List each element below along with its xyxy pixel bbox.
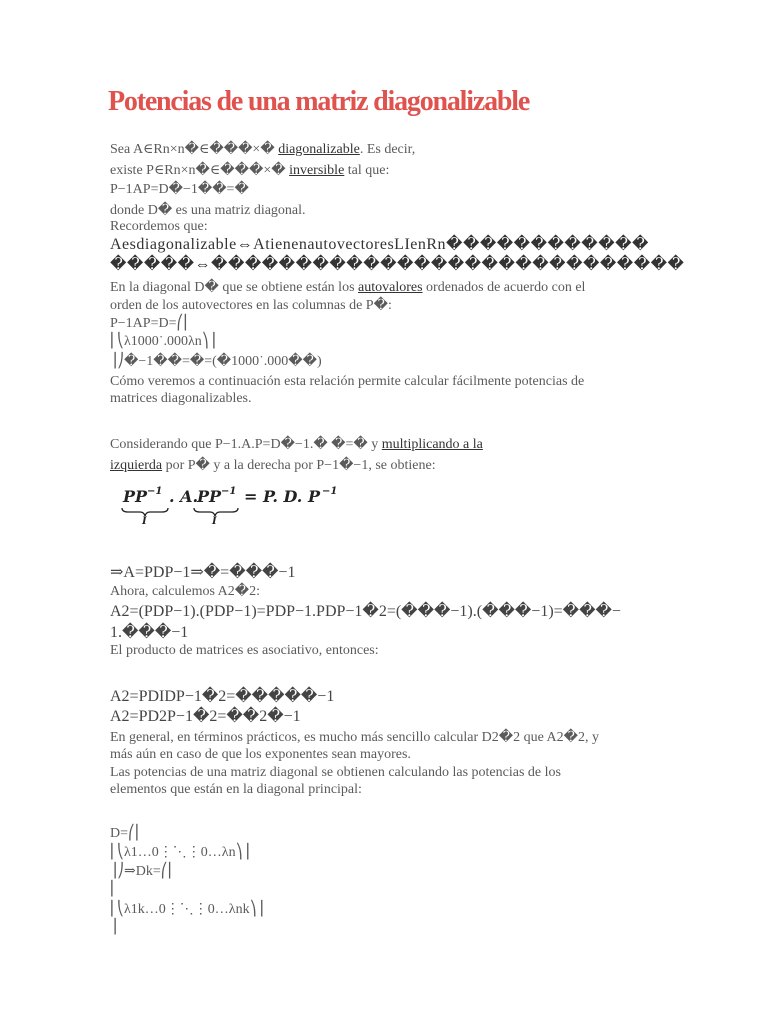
formula-image	[118, 480, 348, 530]
link-izquierda[interactable]: izquierda	[110, 458, 163, 473]
text-line: 1.���−1	[110, 624, 189, 641]
text-line: A2=PD2P−1�2=��2�−1	[110, 708, 301, 725]
text-line: P−1AP=D=⎛⎜	[110, 316, 191, 331]
text-line: ⎜⎝λ1k…0⋮⋱⋮0…λnk⎞⎟	[110, 902, 264, 917]
text-line: matrices diagonalizables.	[110, 391, 252, 406]
text-line: Aesdiagonalizable⇔AtienenautovectoresLIenRn������������	[110, 236, 649, 253]
text-line: ⎜⎝λ1000˙.000λn⎞⎟	[110, 334, 216, 349]
underbrace-1	[122, 508, 168, 516]
text-line: ⎟	[110, 920, 117, 935]
link-multiplicando[interactable]: multiplicando a la	[381, 437, 483, 452]
formula-dot-a: . A.	[169, 487, 199, 506]
text-line	[110, 280, 585, 296]
formula-sup-a: −1	[147, 486, 163, 497]
text-line: ⎟⎠�−1��=�=(�1000˙.000��)	[110, 354, 322, 369]
formula-sup-c: −1	[322, 486, 338, 497]
text-span: existe P∈Rn×n�∈���×�	[110, 163, 290, 178]
text-line	[110, 437, 483, 453]
text-span: Sea A∈Rn×n�∈���×�	[110, 142, 279, 157]
text-span: por P� y a la derecha por P−1�−1, se obtiene:	[162, 458, 436, 473]
text-line: Cómo veremos a continuación esta relación permite calcular fácilmente potencias de	[110, 374, 585, 389]
text-line	[110, 458, 436, 474]
text-line: En general, en términos prácticos, es mucho más sencillo calcular D2�2 que A2�2, y	[110, 730, 600, 745]
text-span: En la diagonal D� que se obtiene están los	[110, 280, 359, 295]
underbrace-2	[194, 508, 238, 516]
text-line: A2=(PDP−1).(PDP−1)=PDP−1.PDP−1�2=(���−1).(���−1)=���−	[110, 603, 621, 620]
text-line: ⎜	[110, 882, 117, 897]
formula-lhs-b: PP	[197, 487, 222, 506]
formula-lhs-a: PP	[123, 487, 148, 506]
link-diagonalizable[interactable]: diagonalizable	[278, 142, 360, 157]
text-line: D=⎛⎜	[110, 826, 143, 841]
text-line: ⎜⎝λ1…0⋮⋱⋮0…λn⎞⎟	[110, 845, 250, 860]
text-line: más aún en caso de que los exponentes sean mayores.	[110, 747, 411, 762]
text-line: Las potencias de una matriz diagonal se obtienen calculando las potencias de los	[110, 765, 561, 780]
text-line: P−1AP=D�−1��=�	[110, 182, 249, 197]
text-span: ordenados de acuerdo con el	[422, 280, 586, 295]
formula-rhs: = P. D. P	[244, 487, 320, 506]
text-span: . Es decir,	[359, 142, 416, 157]
text-line: A2=PDIDP−1�2=�����−1	[110, 688, 335, 705]
text-line: ⇒A=PDP−1⇒�=���−1	[110, 564, 296, 581]
text-line	[110, 163, 389, 179]
formula-brace-label-2: I	[212, 516, 217, 527]
text-span: tal que:	[344, 163, 390, 178]
formula-brace-label-1: I	[142, 516, 147, 527]
text-line: Ahora, calculemos A2�2:	[110, 584, 261, 599]
link-inversible[interactable]: inversible	[289, 163, 345, 178]
text-line: �����⇔����������������������������	[110, 256, 685, 273]
text-line: elementos que están en la diagonal principal:	[110, 782, 362, 797]
text-line	[110, 142, 415, 158]
text-line: donde D� es una matriz diagonal.	[110, 203, 306, 218]
text-line: ⎟⎠⇒Dk=⎛⎜	[110, 864, 175, 879]
text-span: Considerando que P−1.A.P=D�−1.� �=� y	[110, 437, 382, 452]
formula-sup-b: −1	[221, 486, 237, 497]
text-line: orden de los autovectores en las columnas de P�:	[110, 298, 392, 313]
link-autovalores[interactable]: autovalores	[358, 280, 423, 295]
text-line: El producto de matrices es asociativo, entonces:	[110, 643, 379, 658]
text-line: Recordemos que:	[110, 219, 208, 234]
page-title: Potencias de una matriz diagonalizable	[108, 86, 530, 117]
